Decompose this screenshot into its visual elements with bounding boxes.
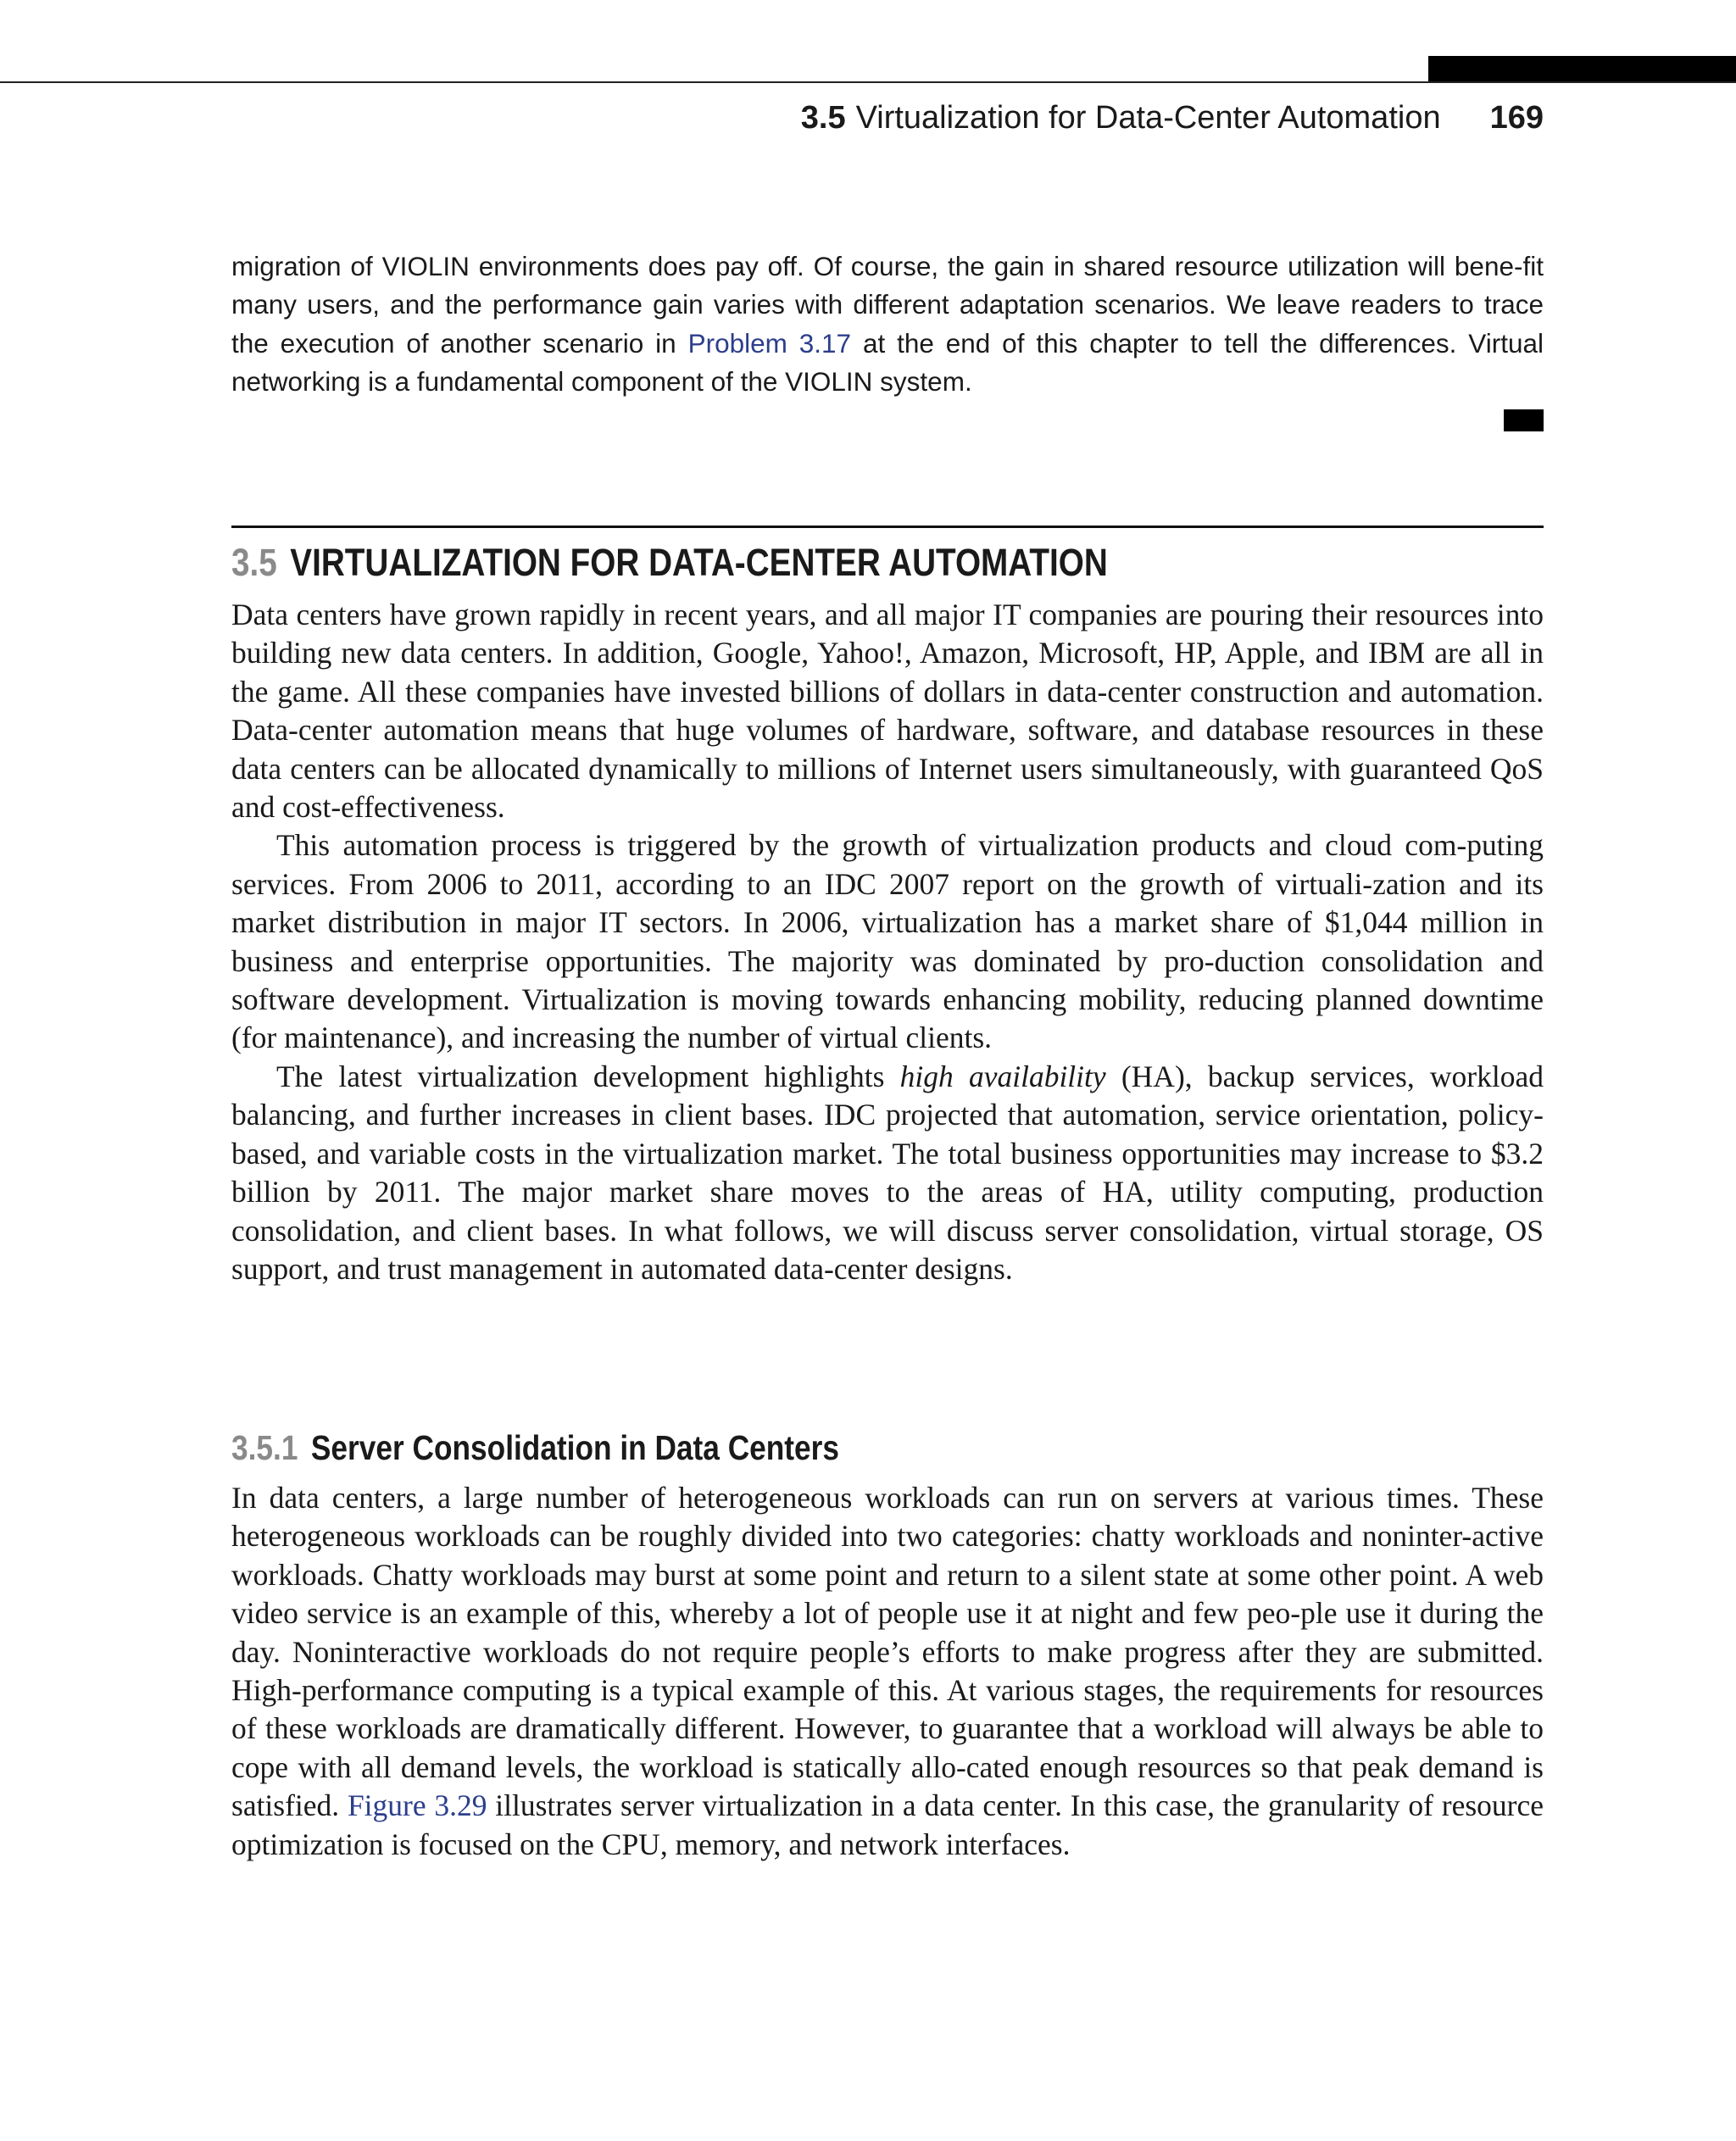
section-paragraph-3 (231, 1058, 1544, 1288)
para3-text-end: (HA), backup services, workload balancing, and further increases in client bases. IDC projected that automation, service orientation, policy-based, and variable costs in the virtualization market. The total business opportunities may increase to $3.2 billion by 2011. The major market share moves to the areas of HA, utility computing, production consolidation, and client bases. In what follows, we will discuss server consolidation, virtual storage, OS support, and trust management in automated data-center designs. (231, 1059, 1544, 1286)
intro-paragraph (231, 247, 1544, 402)
section-paragraph-2: This automation process is triggered by the growth of virtualization products and cloud com-puting services. From 2006 to 2011, according to an IDC 2007 report on the growth of virtuali-zation and its market distribution in major IT sectors. In 2006, virtualization has a market share of $1,044 million in business and enterprise opportunities. The majority was dominated by pro-duction consolidation and software development. Virtualization is moving towards enhancing mobility, reducing planned downtime (for maintenance), and increasing the number of virtual clients. (231, 828, 1544, 1055)
subsection-heading (231, 1422, 839, 1473)
section-heading (231, 536, 1108, 590)
para3-italic-term: high availability (899, 1059, 1106, 1093)
end-of-section-mark (1504, 409, 1544, 431)
section-paragraph-1: Data centers have grown rapidly in recent years, and all major IT companies are pouring their resources into building new data centers. In addition, Google, Yahoo!, Amazon, Microsoft, HP, Apple, and IBM are all in the game. All these companies have invested billions of dollars in data-center construction and automation. Data-center automation means that huge volumes of hardware, software, and database resources in these data centers can be allocated dynamically to millions of Internet users simultaneously, with guaranteed QoS and cost-effectiveness. (231, 598, 1544, 825)
running-head (801, 95, 1544, 141)
section-number: 3.5 (231, 541, 277, 584)
subsection-text-end: illustrates server virtualization in a data center. In this case, the granularity of resource optimization is focused on the CPU, memory, and network interfaces. (231, 1788, 1544, 1861)
section-body (231, 596, 1544, 1288)
para3-text: The latest virtualization development highlights (276, 1059, 900, 1093)
subsection-paragraph (231, 1479, 1544, 1864)
intro-block (231, 247, 1544, 402)
figure-link[interactable]: Figure 3.29 (347, 1788, 487, 1823)
intro-text: migration of VIOLIN environments does pay off. Of course, the gain in shared resource utilization will bene-fit many users, and the performance gain varies with different adaptation scenarios. We leave readers to trace the execution of another scenario in (231, 251, 1544, 359)
section-title: VIRTUALIZATION FOR DATA-CENTER AUTOMATION (290, 541, 1108, 584)
header-rule (0, 81, 1736, 83)
section-rule (231, 526, 1544, 528)
subsection-number: 3.5.1 (231, 1428, 298, 1467)
problem-link[interactable]: Problem 3.17 (687, 327, 852, 359)
running-head-section-number: 3.5 (800, 100, 846, 136)
intro-text-end: at the end of this chapter to tell the differences. Virtual networking is a fundamental component of the VIOLIN system. (231, 327, 1544, 398)
subsection-text: In data centers, a large number of heterogeneous workloads can run on servers at various times. These heterogeneous workloads can be roughly divided into two categories: chatty workloads and noninter-active workloads. Chatty workloads may burst at some point and return to a silent state at some other point. A web video service is an example of this, whereby a lot of people use it at night and few peo-ple use it during the day. Noninteractive workloads do not require people’s efforts to make progress after they are submitted. High-performance computing is a typical example of this. At various stages, the requirements for resources of these workloads are dramatically different. However, to guarantee that a workload will always be able to cope with all demand levels, the workload is statically allo-cated enough resources so that peak demand is satisfied. (231, 1481, 1544, 1823)
subsection-title: Server Consolidation in Data Centers (310, 1428, 839, 1467)
page-number: 169 (1489, 100, 1544, 136)
header-corner-bar (1428, 56, 1736, 82)
subsection-body (231, 1479, 1544, 1864)
running-head-title: Virtualization for Data-Center Automation (855, 100, 1441, 136)
